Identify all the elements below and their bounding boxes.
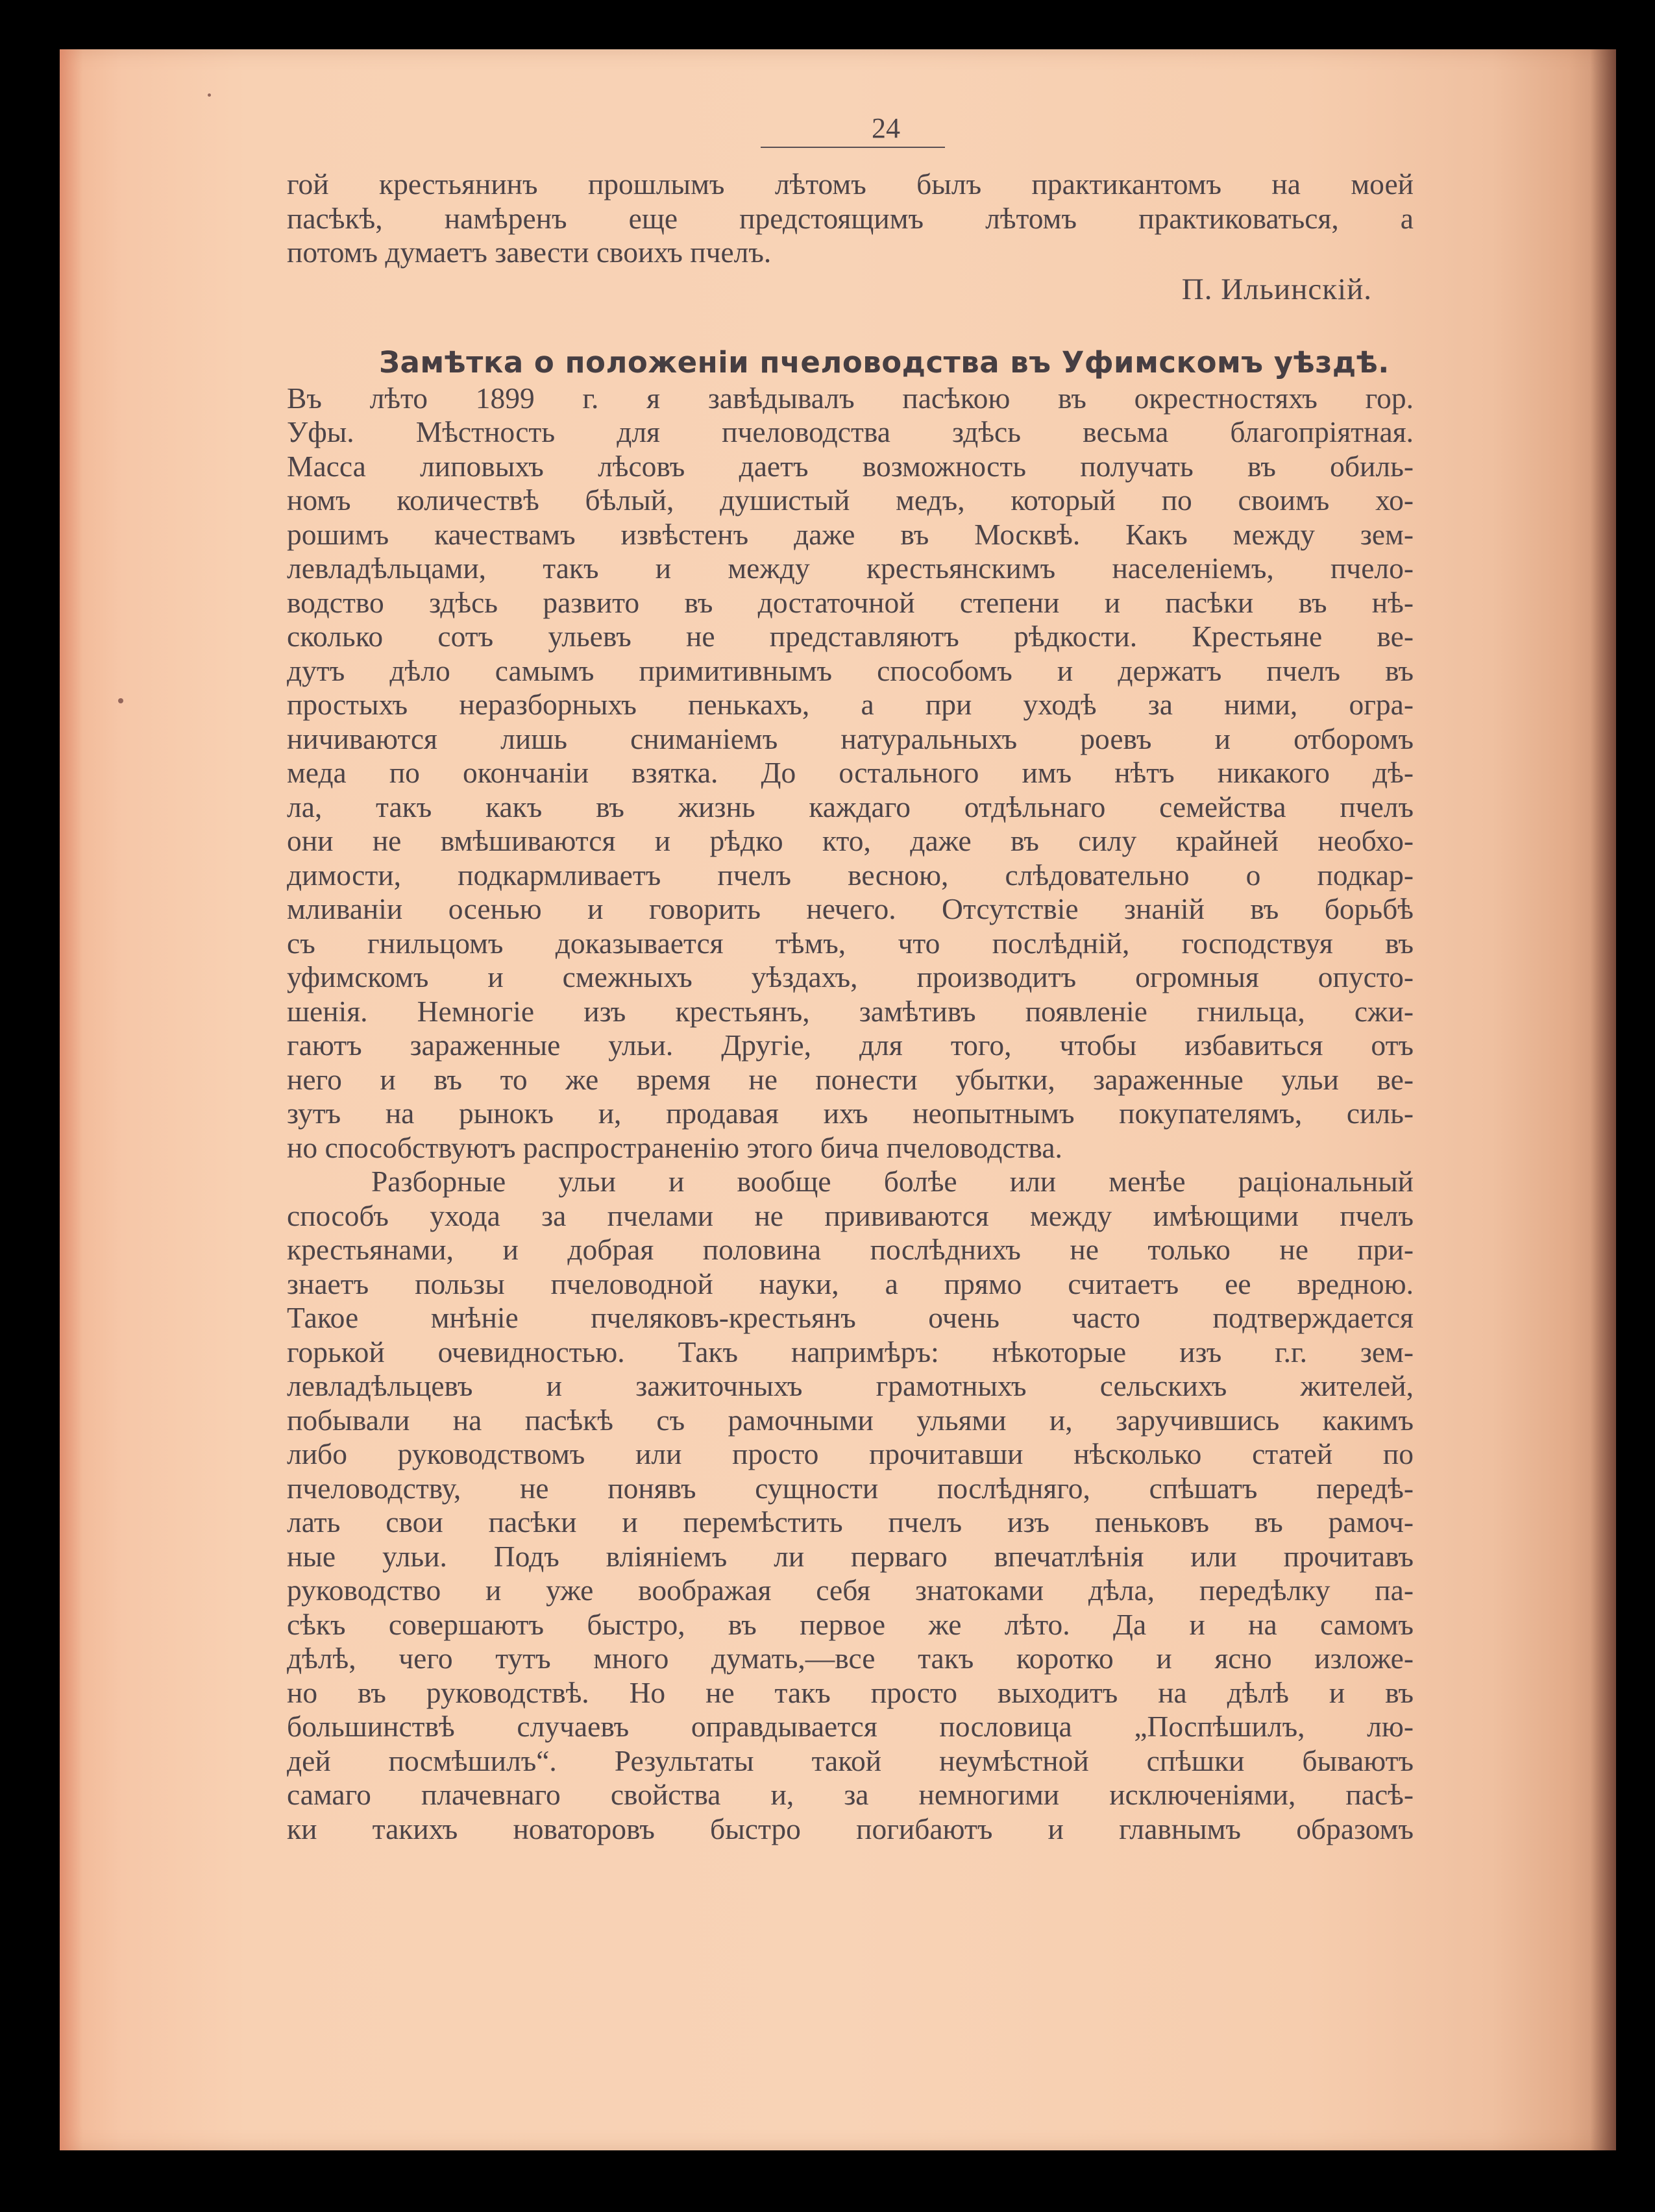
text-line: Уфы. Мѣстность для пчеловодства здѣсь весьма благопріятная. bbox=[287, 415, 1414, 448]
text-line: большинствѣ случаевъ оправдывается пословица „Поспѣшилъ, лю- bbox=[287, 1710, 1414, 1743]
text-line: горькой очевидностью. Такъ напримѣръ: нѣкоторые изъ г.г. зем- bbox=[287, 1335, 1414, 1368]
text-line: съ гнильцомъ доказывается тѣмъ, что послѣдній, господствуя въ bbox=[287, 926, 1414, 960]
text-line: димости, подкармливаетъ пчелъ весною, слѣдовательно о подкар- bbox=[287, 858, 1414, 892]
text-line: руководство и уже воображая себя знатоками дѣла, передѣлку па- bbox=[287, 1574, 1414, 1607]
ink-speck bbox=[118, 698, 123, 703]
text-line: него и въ то же время не понести убытки, зараженные ульи ве- bbox=[287, 1062, 1414, 1096]
text-line: знаетъ пользы пчеловодной науки, а прямо считаетъ ее вредною. bbox=[287, 1267, 1414, 1300]
text-line: простыхъ неразборныхъ пенькахъ, а при уходѣ за ними, огра- bbox=[287, 688, 1414, 721]
opening-text bbox=[287, 167, 1414, 270]
page-spine-shadow bbox=[1590, 49, 1616, 2150]
text-line: левладѣльцами, такъ и между крестьянскимъ населеніемъ, пчело- bbox=[287, 552, 1414, 585]
text-line: но способствуютъ распространенію этого бича пчеловодства. bbox=[287, 1130, 1062, 1164]
ink-speck bbox=[208, 93, 211, 97]
text-line: мливаніи осенью и говорить нечего. Отсутствіе знаній въ борьбѣ bbox=[287, 892, 1414, 925]
paragraph-2 bbox=[287, 1165, 1414, 1846]
text-line: ничиваются лишь сниманіемъ натуральныхъ роевъ и отборомъ bbox=[287, 722, 1414, 755]
text-line: ки такихъ новаторовъ быстро погибаютъ и главнымъ образомъ bbox=[287, 1812, 1414, 1845]
paragraph-1 bbox=[287, 382, 1414, 1165]
text-line: сколько сотъ ульевъ не представляютъ рѣдкости. Крестьяне ве- bbox=[287, 620, 1414, 653]
author-signature: П. Ильинскій. bbox=[1181, 272, 1372, 306]
text-line: но въ руководствѣ. Но не такъ просто выходитъ на дѣлѣ и въ bbox=[287, 1675, 1414, 1709]
article-title: Замѣтка о положеніи пчеловодства въ Уфимскомъ уѣздѣ. bbox=[379, 345, 1390, 380]
page-number: 24 bbox=[872, 112, 900, 144]
text-line: они не вмѣшиваются и рѣдко кто, даже въ силу крайней необхо- bbox=[287, 824, 1414, 857]
text-line: самаго плачевнаго свойства и, за немногими исключеніями, пасѣ- bbox=[287, 1778, 1414, 1811]
text-line: побывали на пасѣкѣ съ рамочными ульями и, заручившись какимъ bbox=[287, 1403, 1414, 1437]
text-line: меда по окончаніи взятка. До остального имъ нѣтъ никакого дѣ- bbox=[287, 756, 1414, 789]
text-line: водство здѣсь развито въ достаточной степени и пасѣки въ нѣ- bbox=[287, 585, 1414, 619]
text-line: номъ количествѣ бѣлый, душистый медъ, который по своимъ хо- bbox=[287, 483, 1414, 517]
text-line: Разборные ульи и вообще болѣе или менѣе раціональный bbox=[371, 1165, 1414, 1198]
text-line: зутъ на рынокъ и, продавая ихъ неопытнымъ покупателямъ, силь- bbox=[287, 1097, 1414, 1130]
text-line: ные ульи. Подъ вліяніемъ ли перваго впечатлѣнія или прочитавъ bbox=[287, 1539, 1414, 1573]
text-line: Въ лѣто 1899 г. я завѣдывалъ пасѣкою въ окрестностяхъ гор. bbox=[287, 381, 1414, 415]
text-line: пчеловодству, не понявъ сущности послѣдняго, спѣшатъ передѣ- bbox=[287, 1471, 1414, 1505]
text-line: гой крестьянинъ прошлымъ лѣтомъ былъ практикантомъ на моей bbox=[287, 167, 1414, 201]
page-number-rule bbox=[761, 147, 945, 148]
text-line: дей посмѣшилъ“. Результаты такой неумѣстной спѣшки бываютъ bbox=[287, 1744, 1414, 1777]
text-line: либо руководствомъ или просто прочитавши нѣсколько статей по bbox=[287, 1437, 1414, 1470]
text-line: пасѣкѣ, намѣренъ еще предстоящимъ лѣтомъ практиковаться, а bbox=[287, 201, 1414, 235]
text-line: гаютъ зараженные ульи. Другіе, для того, чтобы избавиться отъ bbox=[287, 1028, 1414, 1062]
text-line: сѣкъ совершаютъ быстро, въ первое же лѣто. Да и на самомъ bbox=[287, 1607, 1414, 1641]
text-line: дутъ дѣло самымъ примитивнымъ способомъ и держатъ пчелъ въ bbox=[287, 653, 1414, 687]
page-content bbox=[287, 110, 1414, 1846]
text-line: Такое мнѣніе пчеляковъ-крестьянъ очень часто подтверждается bbox=[287, 1301, 1414, 1334]
text-line: дѣлѣ, чего тутъ много думать,—все такъ коротко и ясно изложе- bbox=[287, 1642, 1414, 1675]
text-line: лать свои пасѣки и перемѣстить пчелъ изъ пеньковъ въ рамоч- bbox=[287, 1505, 1414, 1538]
text-line: левладѣльцевъ и зажиточныхъ грамотныхъ сельскихъ жителей, bbox=[287, 1369, 1414, 1402]
page-left-edge bbox=[60, 49, 83, 2150]
text-line: потомъ думаетъ завести своихъ пчелъ. bbox=[287, 236, 772, 269]
text-line: ла, такъ какъ въ жизнь каждаго отдѣльнаго семейства пчелъ bbox=[287, 790, 1414, 823]
text-line: способъ ухода за пчелами не прививаются между имѣющими пчелъ bbox=[287, 1198, 1414, 1232]
text-line: Масса липовыхъ лѣсовъ даетъ возможность получать въ обиль- bbox=[287, 449, 1414, 483]
text-line: шенія. Немногіе изъ крестьянъ, замѣтивъ появленіе гнильца, сжи- bbox=[287, 994, 1414, 1028]
text-line: уфимскомъ и смежныхъ уѣздахъ, производитъ огромныя опусто- bbox=[287, 960, 1414, 993]
text-line: рошимъ качествамъ извѣстенъ даже въ Москвѣ. Какъ между зем- bbox=[287, 517, 1414, 551]
text-line: крестьянами, и добрая половина послѣднихъ не только не при- bbox=[287, 1233, 1414, 1266]
